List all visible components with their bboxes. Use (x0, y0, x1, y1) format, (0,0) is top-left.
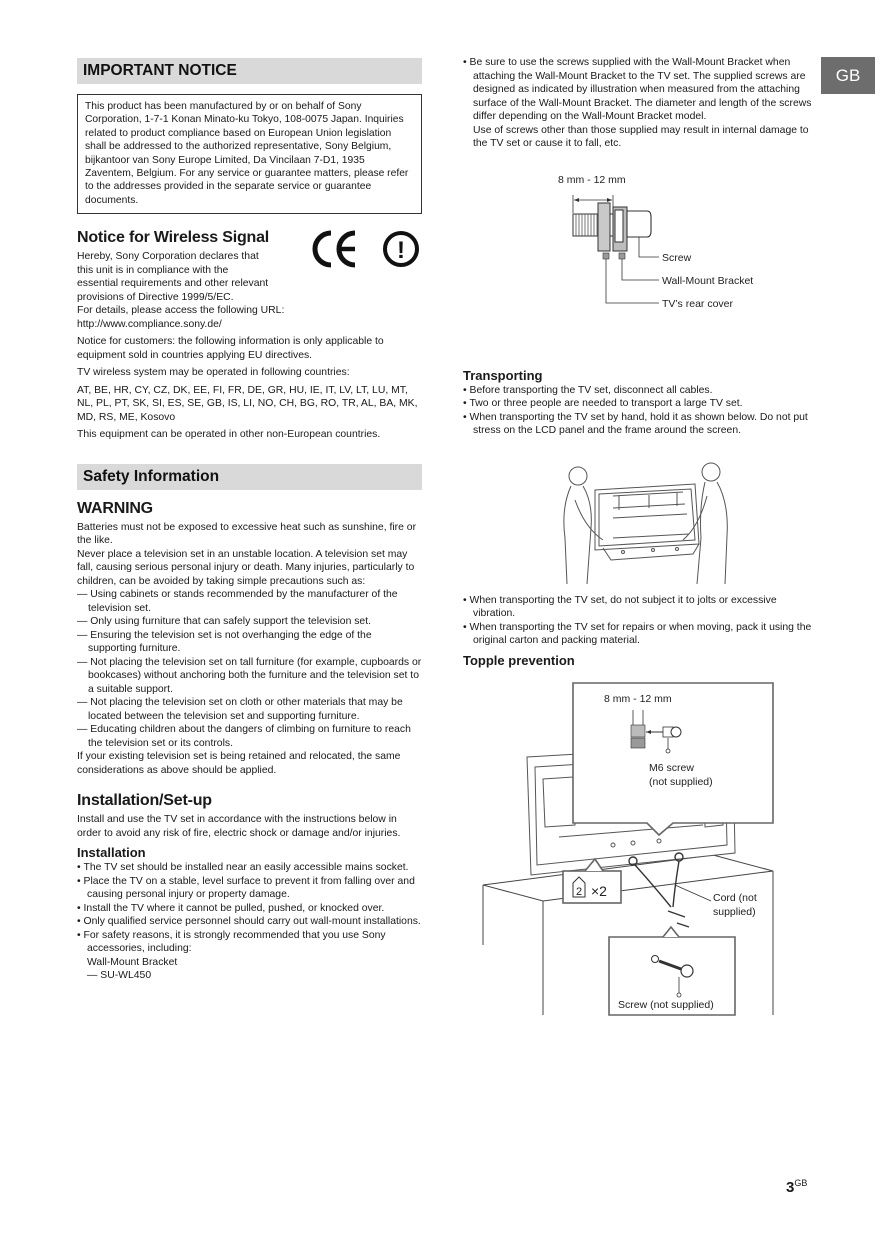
safety-title: Safety Information (77, 464, 422, 490)
precaution-item: — Using cabinets or stands recommended by the manufacturer of the television set. (77, 589, 398, 614)
transport-item: • Before transporting the TV set, disconnect all cables. (463, 384, 713, 396)
installation-item: • Install the TV where it cannot be pulled, pushed, or knocked over. (77, 902, 385, 914)
count-times: ×2 (591, 882, 607, 899)
declaration-line: provisions of Directive 1999/5/EC. (77, 291, 234, 303)
compliance-url: http://www.compliance.sony.de/ (77, 318, 222, 330)
important-notice-title: IMPORTANT NOTICE (77, 58, 422, 84)
retained-note: If your existing television set is being retained and relocated, the same considerations as above should be applied. (77, 751, 401, 776)
declaration-line: For details, please access the following URL: (77, 305, 285, 317)
installation-item: • For safety reasons, it is strongly recommended that you use Sony accessories, including: (77, 929, 386, 955)
language-tab: GB (821, 57, 875, 94)
transport-list (463, 384, 813, 438)
wireless-title: Notice for Wireless Signal (77, 229, 270, 247)
installation-setup-section (77, 791, 422, 983)
installation-setup-title: Installation/Set-up (77, 792, 212, 810)
installation-item: • Place the TV on a stable, level surface to prevent it from falling over and causing personal injury or property damage. (77, 875, 415, 901)
countries-list: AT, BE, HR, CY, CZ, DK, EE, FI, FR, DE, GR, HU, IE, IT, LV, LT, LU, MT, NL, PL, PT, SK, SI, ES, SE, GB, IS, LI, NO, CH, BG, RO, TR, AL, BA, MK, MD, RS, ME, Kosovo (77, 384, 418, 423)
declaration-line: this unit is in compliance with the (77, 264, 229, 276)
screws-bullet: • Be sure to use the screws supplied with the Wall-Mount Bracket when attaching the Wall-Mount Bracket to the TV set. The supplied screws are designed as indicated by illustration when measured from the attaching surface of the Wall-Mount Bracket. The diameter and length of the screws differ depending on the Wall-Mount Bracket model. (463, 57, 812, 122)
transporting-title: Transporting (463, 367, 543, 383)
transport-item: • When transporting the TV set for repairs or when moving, pack it using the original carton and packing material. (463, 621, 812, 646)
screw-diagram (463, 155, 813, 355)
installation-item: • The TV set should be installed near an easily accessible mains socket. (77, 862, 409, 874)
ce-mark (309, 229, 361, 269)
declaration-line: Hereby, Sony Corporation declares that (77, 251, 259, 263)
transport-item: • When transporting the TV set, do not subject it to jolts or excessive vibration. (463, 594, 777, 619)
page-number-digit: 3 (786, 1179, 795, 1196)
important-notice-body: This product has been manufactured by or on behalf of Sony Corporation, 1-7-1 Konan Minato-ku Tokyo, 108-0075 Japan. Inquiries related to product compliance based on European Union legislation shall be addressed to the authorized representative, Sony Belgium, bijkantoor van Sony Europe Limited, Da Vincilaan 7-D1, 1935 Zaventem, Belgium. For any service or guarantee matters, please refer to the addresses provided in the separate service or guarantee documents. (85, 101, 409, 206)
wireless-declaration (77, 250, 422, 331)
left-column (77, 58, 422, 983)
wireless-section (77, 228, 422, 442)
precaution-item: — Not placing the television set on tall furniture (for example, cupboards or bookcases) without anchoring both the furniture and the television set to a suitable support. (77, 656, 422, 695)
important-notice-box (77, 94, 422, 214)
count-number: 2 (575, 885, 583, 898)
bracket-label: Wall-Mount Bracket (662, 274, 754, 287)
accessory-name: Wall-Mount Bracket (87, 956, 178, 968)
accessory-model: — SU-WL450 (87, 970, 152, 982)
precaution-item: — Not placing the television set on cloth or other materials that may be located between the television set and supporting furniture. (77, 697, 403, 722)
installation-item: • Only qualified service personnel should carry out wall-mount installations. (77, 916, 421, 928)
ce-mark-text: CE (309, 229, 311, 231)
page-number-suffix: GB (794, 1178, 808, 1188)
safety-section (77, 464, 422, 778)
warning-title: WARNING (77, 499, 153, 517)
precaution-item: — Educating children about the dangers of climbing on furniture to reach the television set or its controls. (77, 724, 411, 749)
countries-intro: TV wireless system may be operated in following countries: (77, 367, 350, 379)
precautions-list (77, 588, 422, 750)
alert-icon (381, 229, 421, 269)
topple-title: Topple prevention (463, 652, 575, 668)
transport-list-2 (463, 594, 813, 648)
right-column (463, 56, 813, 1025)
precaution-item: — Only using furniture that can safely support the television set. (77, 616, 371, 628)
rear-cover-label: TV’s rear cover (662, 297, 733, 310)
notice-customers: Notice for customers: the following information is only applicable to equipment sold in countries applying EU directives. (77, 336, 384, 361)
transport-item: • Two or three people are needed to transport a large TV set. (463, 398, 743, 409)
transport-illustration (463, 448, 813, 588)
declaration-line: essential requirements and other relevant (77, 278, 269, 290)
installation-title: Installation (77, 845, 146, 861)
installation-list (77, 861, 422, 983)
screw-label: Screw (662, 251, 692, 264)
m6-screw-label: M6 screw (649, 761, 694, 774)
topple-dimension-label: 8 mm - 12 mm (604, 692, 672, 705)
cord-label-2: supplied) (713, 905, 756, 918)
precaution-item: — Ensuring the television set is not overhanging the edge of the supporting furniture. (77, 629, 372, 655)
page-number (786, 1178, 807, 1196)
topple-diagram (463, 675, 813, 1025)
screw-not-supplied-label: Screw (not supplied) (618, 998, 714, 1011)
m6-not-supplied: (not supplied) (649, 775, 713, 788)
never-place-warning: Never place a television set in an unstable location. A television set may fall, causing serious personal injury or death. Many injuries, particularly to children, can be avoided by taking simple precautions such as: (77, 548, 415, 587)
batteries-warning: Batteries must not be exposed to excessive heat such as sunshine, fire or the like. (77, 521, 417, 547)
non-eu-note: This equipment can be operated in other non-European countries. (77, 429, 381, 441)
screws-warning: Use of screws other than those supplied may result in internal damage to the TV set or cause it to fall, etc. (473, 124, 809, 149)
transport-item: • When transporting the TV set by hand, hold it as shown below. Do not put stress on the LCD panel and the frame around the screen. (463, 411, 808, 436)
installation-intro: Install and use the TV set in accordance with the instructions below in order to avoid any risk of fire, electric shock or damage and/or injuries. (77, 814, 401, 839)
alert-icon-text: ! (397, 237, 405, 265)
cord-label-1: Cord (not (713, 891, 757, 904)
screw-dimension-label: 8 mm - 12 mm (558, 173, 626, 186)
